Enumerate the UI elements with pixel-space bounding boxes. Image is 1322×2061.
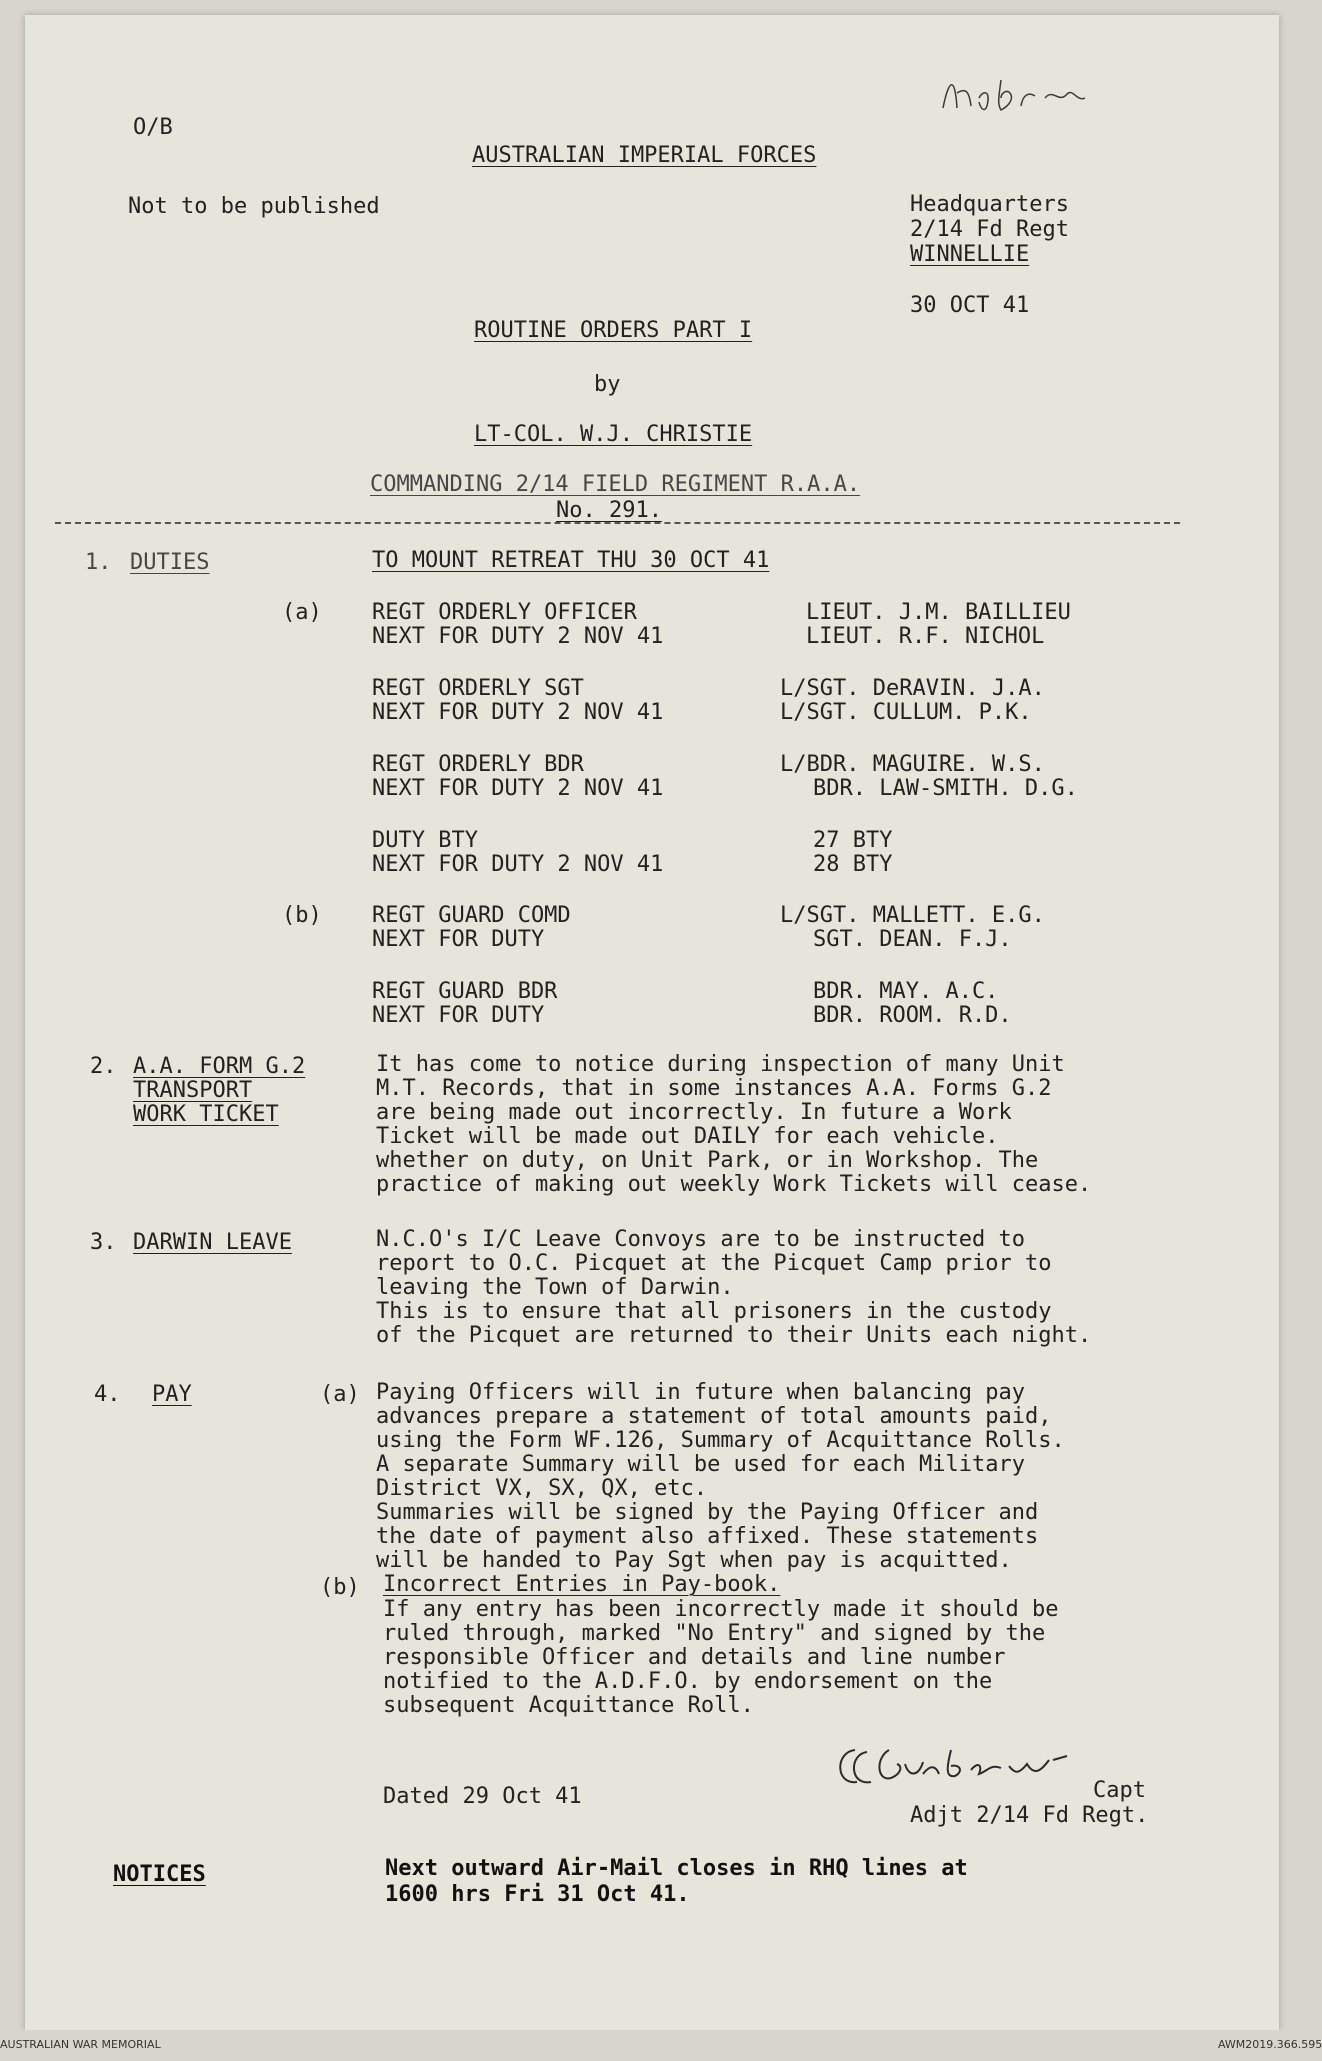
- duty-role: REGT GUARD COMD: [372, 903, 571, 928]
- duty-person: L/SGT. CULLUM. P.K.: [780, 700, 1032, 725]
- item2-heading-line2: TRANSPORT: [133, 1078, 253, 1103]
- item4-a-text-line: Summaries will be signed by the Paying Officer and: [376, 1500, 1039, 1525]
- signature-icon: [805, 1730, 1105, 1800]
- document-title: AUSTRALIAN IMPERIAL FORCES: [472, 143, 817, 168]
- duty-role: NEXT FOR DUTY 2 NOV 41: [372, 776, 664, 801]
- footer-reference: AWM2019.366.595: [1218, 2038, 1322, 2051]
- item4-a-text-line: will be handed to Pay Sgt when pay is acquitted.: [376, 1548, 1012, 1573]
- item4-number: 4.: [94, 1382, 121, 1407]
- duty-role: NEXT FOR DUTY: [372, 1003, 545, 1028]
- item4-b-text-line: notified to the A.D.F.O. by endorsement on the: [383, 1669, 993, 1694]
- signoff-appointment: Adjt 2/14 Fd Regt.: [910, 1803, 1149, 1828]
- item4-a-text-line: District VX, SX, QX, etc.: [376, 1476, 708, 1501]
- duties-heading: DUTIES: [130, 550, 210, 575]
- duty-person: BDR. ROOM. R.D.: [813, 1003, 1012, 1028]
- duty-role: DUTY BTY: [372, 828, 478, 853]
- by-label: by: [594, 372, 621, 397]
- duty-role: NEXT FOR DUTY: [372, 927, 545, 952]
- duty-role: REGT ORDERLY SGT: [372, 676, 584, 701]
- signoff-rank: Capt: [1093, 1778, 1146, 1803]
- item3-text-line: This is to ensure that all prisoners in the custody: [376, 1299, 1052, 1324]
- footer-institution: AUSTRALIAN WAR MEMORIAL: [0, 2038, 161, 2051]
- notices-line1: Next outward Air-Mail closes in RHQ lines at: [385, 1856, 968, 1881]
- duty-role: REGT ORDERLY BDR: [372, 752, 584, 777]
- item2-text-line: are being made out incorrectly. In future a Work: [376, 1100, 1012, 1125]
- header-divider: [55, 522, 1180, 524]
- item4-a-text-line: A separate Summary will be used for each Military: [376, 1452, 1026, 1477]
- duty-person: L/SGT. DeRAVIN. J.A.: [780, 676, 1045, 701]
- item2-heading-line1: A.A. FORM G.2: [133, 1054, 306, 1079]
- item4-b-text-line: ruled through, marked "No Entry" and signed by the: [383, 1621, 1046, 1646]
- duty-role: NEXT FOR DUTY 2 NOV 41: [372, 624, 664, 649]
- ob-mark: O/B: [133, 115, 173, 140]
- item2-heading-line3: WORK TICKET: [133, 1102, 279, 1127]
- duty-role: REGT ORDERLY OFFICER: [372, 600, 637, 625]
- duty-role: NEXT FOR DUTY 2 NOV 41: [372, 852, 664, 877]
- item2-text-line: M.T. Records, that in some instances A.A. Forms G.2: [376, 1076, 1052, 1101]
- document-date: 30 OCT 41: [910, 293, 1030, 318]
- handwritten-mark-icon: [935, 68, 1105, 123]
- item4-a-text-line: advances prepare a statement of total amounts paid,: [376, 1404, 1052, 1429]
- duty-person: LIEUT. J.M. BAILLIEU: [806, 600, 1071, 625]
- notices-line2: 1600 hrs Fri 31 Oct 41.: [385, 1882, 690, 1907]
- duty-person: SGT. DEAN. F.J.: [813, 927, 1012, 952]
- item2-text-line: Ticket will be made out DAILY for each vehicle.: [376, 1124, 999, 1149]
- dated-line: Dated 29 Oct 41: [383, 1784, 582, 1809]
- item3-text-line: report to O.C. Picquet at the Picquet Camp prior to: [376, 1251, 1052, 1276]
- item4-a-text-line: Paying Officers will in future when balancing pay: [376, 1380, 1026, 1405]
- item2-text-line: It has come to notice during inspection of many Unit: [376, 1052, 1065, 1077]
- duty-person: BDR. MAY. A.C.: [813, 979, 999, 1004]
- duty-person: BDR. LAW-SMITH. D.G.: [813, 776, 1078, 801]
- duty-person: 28 BTY: [813, 852, 893, 877]
- hq-line-2: 2/14 Fd Regt: [910, 217, 1069, 242]
- duty-person: L/BDR. MAGUIRE. W.S.: [780, 752, 1045, 777]
- orders-title: ROUTINE ORDERS PART I: [474, 318, 753, 343]
- order-number: No. 291.: [556, 498, 662, 523]
- item4-a-text-line: the date of payment also affixed. These statements: [376, 1524, 1039, 1549]
- duties-subheading: TO MOUNT RETREAT THU 30 OCT 41: [372, 548, 770, 573]
- officer-name: LT-COL. W.J. CHRISTIE: [474, 422, 753, 447]
- item2-number: 2.: [90, 1054, 117, 1079]
- duties-number: 1.: [85, 550, 112, 575]
- duties-label-a: (a): [282, 600, 322, 625]
- item4-b-text-line: If any entry has been incorrectly made it should be: [383, 1597, 1059, 1622]
- item4-a-text-line: using the Form WF.126, Summary of Acquittance Rolls.: [376, 1428, 1065, 1453]
- commanding-line: COMMANDING 2/14 FIELD REGIMENT R.A.A.: [370, 472, 861, 497]
- item2-text-line: whether on duty, on Unit Park, or in Workshop. The: [376, 1148, 1039, 1173]
- item4-label-a: (a): [320, 1382, 360, 1407]
- item3-number: 3.: [90, 1230, 117, 1255]
- duties-label-b: (b): [282, 903, 322, 928]
- duty-person: L/SGT. MALLETT. E.G.: [780, 903, 1045, 928]
- item4-b-heading: Incorrect Entries in Pay-book.: [383, 1572, 781, 1597]
- duty-role: REGT GUARD BDR: [372, 979, 558, 1004]
- duty-person: LIEUT. R.F. NICHOL: [806, 624, 1045, 649]
- duty-person: 27 BTY: [813, 828, 893, 853]
- item3-text-line: leaving the Town of Darwin.: [376, 1275, 734, 1300]
- item4-b-text-line: responsible Officer and details and line number: [383, 1645, 1006, 1670]
- notices-heading: NOTICES: [113, 1862, 206, 1887]
- item3-text-line: N.C.O's I/C Leave Convoys are to be instructed to: [376, 1227, 1026, 1252]
- item4-label-b: (b): [320, 1575, 360, 1600]
- item3-heading: DARWIN LEAVE: [133, 1230, 292, 1255]
- item2-text-line: practice of making out weekly Work Tickets will cease.: [376, 1172, 1092, 1197]
- item4-heading: PAY: [152, 1382, 192, 1407]
- item4-b-text-line: subsequent Acquittance Roll.: [383, 1693, 754, 1718]
- not-published-note: Not to be published: [128, 194, 380, 219]
- archive-footer: [0, 2030, 1322, 2061]
- duty-role: NEXT FOR DUTY 2 NOV 41: [372, 700, 664, 725]
- item3-text-line: of the Picquet are returned to their Units each night.: [376, 1323, 1092, 1348]
- hq-line-3: WINNELLIE: [910, 242, 1030, 267]
- hq-line-1: Headquarters: [910, 192, 1069, 217]
